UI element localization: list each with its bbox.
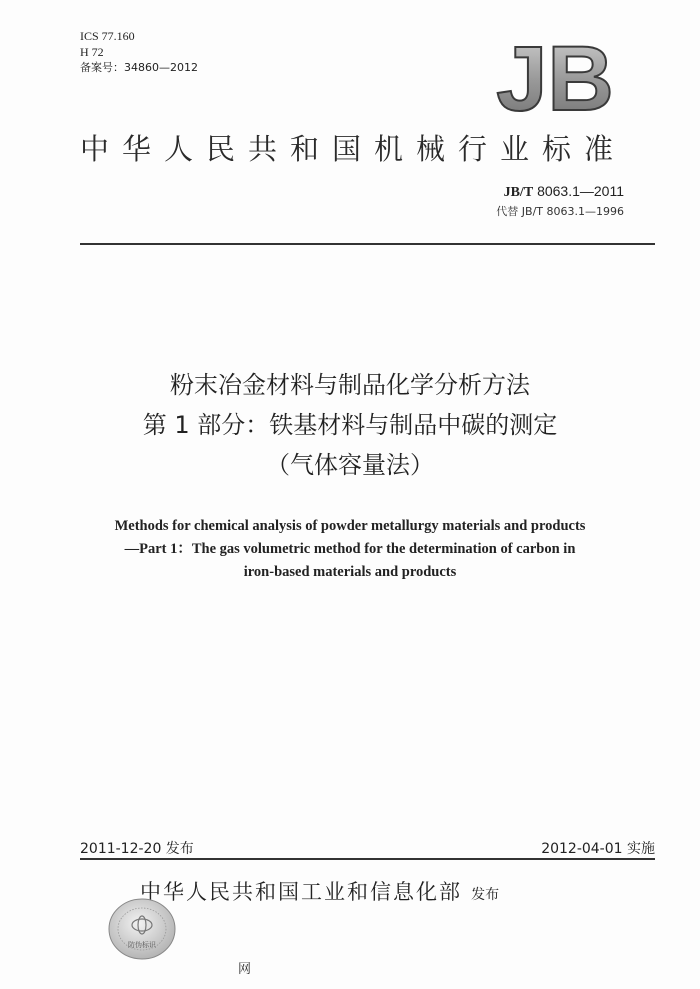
seal-text: 防伪标识 [128,941,156,949]
anti-counterfeit-seal-icon [106,897,178,961]
chinese-title-line-3: （气体容量法） [266,451,434,479]
standard-number [496,183,624,201]
implementation-date: 2012-04-01 实施 [541,841,655,857]
top-divider [80,243,655,245]
english-title-line-3: iron-based materials and products [243,564,457,580]
standard-number-value: 8063.1—2011 [537,183,624,199]
bottom-divider [80,858,655,860]
replaces-note: 代替 JB/T 8063.1—1996 [496,205,624,218]
logo-text: JB [496,36,614,116]
standard-number-block [496,183,624,219]
issue-date: 2011-12-20 发布 [80,841,194,857]
issuer-line [140,876,499,906]
english-title-line-2: —Part 1：The gas volumetric method for the determination of carbon in [124,541,576,557]
metadata-block [80,28,198,76]
filing-number: 备案号：34860—2012 [80,61,198,74]
chinese-title-line-1: 粉末冶金材料与制品化学分析方法 [170,371,530,399]
issuer-org: 中华人民共和国工业和信息化部 [140,880,462,904]
classification-code: H 72 [80,45,104,59]
standard-category-title: 中华人民共和国机械行业标准 [80,132,627,166]
jb-logo [488,36,623,116]
footer-mark: 网 [238,962,252,977]
english-title-line-1: Methods for chemical analysis of powder metallurgy materials and products [114,518,586,534]
dates-row [80,838,655,858]
standard-prefix: JB/T [503,185,534,200]
chinese-title [50,365,650,485]
issuer-release: 发布 [471,887,500,903]
chinese-title-line-2: 第 1 部分：铁基材料与制品中碳的测定 [142,411,558,439]
ics-code: ICS 77.160 [80,29,135,43]
english-title [50,515,650,584]
